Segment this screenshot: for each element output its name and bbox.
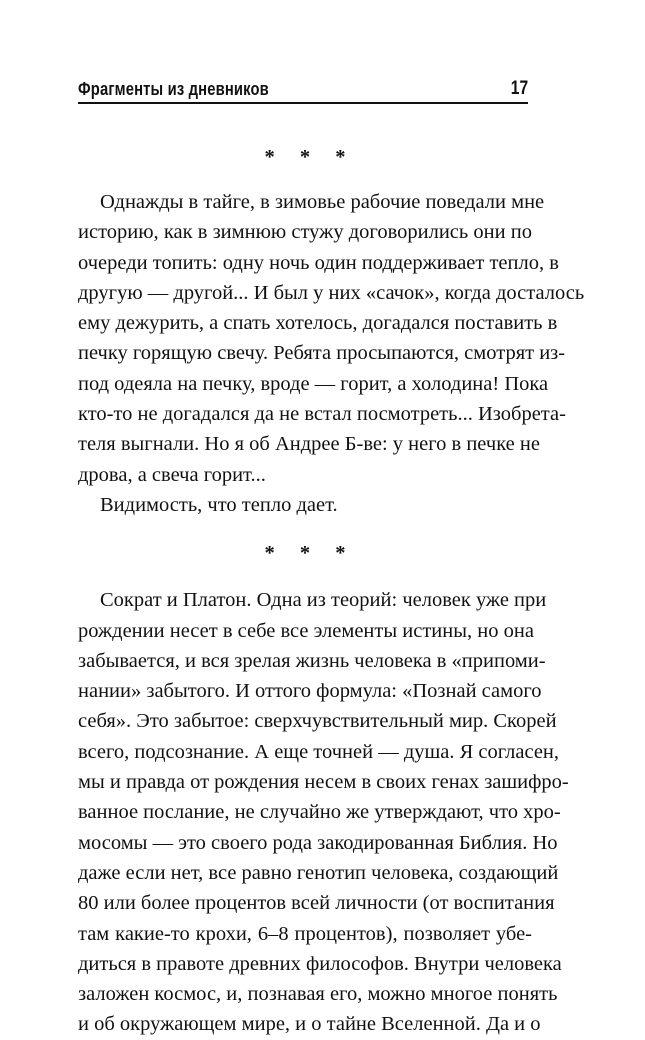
- text-line: мосомы — это своего рода закодированная Библия. Но: [78, 831, 558, 854]
- text-line: под одеяла на печку, вроде — горит, а холодина! Пока: [78, 372, 549, 395]
- text-line: забывается, и вся зрелая жизнь человека в «припоми-: [78, 649, 546, 672]
- text-line: дрова, а свеча горит...: [78, 463, 266, 486]
- text-line: рождении несет в себе все элементы истины, но она: [78, 619, 534, 642]
- running-head: Фрагменты из дневников: [78, 79, 269, 99]
- text-line: нании» забытого. И оттого формула: «Познай самого: [78, 680, 542, 703]
- text-line: очереди топить: одну ночь один поддерживает тепло, в: [78, 251, 559, 274]
- text-line: ему дежурить, а спать хотелось, догадался поставить в: [78, 312, 558, 335]
- page-number: 17: [510, 78, 528, 99]
- text-line: мы и правда от рождения несем в своих генах зашифро-: [78, 771, 569, 794]
- text-line: другую — другой... И был у них «сачок», когда досталось: [78, 281, 585, 304]
- page-header: [78, 78, 528, 104]
- text-line: теля выгнали. Но я об Андрее Б-ве: у него в печке не: [78, 433, 540, 456]
- paragraph-socrates: [78, 585, 569, 1039]
- paragraph-taiga: [78, 187, 585, 490]
- text-line: кто-то не догадался да не встал посмотреть... Изобрета-: [78, 403, 566, 426]
- text-line: даже если нет, все равно генотип человека, создающий: [78, 861, 559, 884]
- text-line: печку горящую свечу. Ребята просыпаются, смотрят из-: [78, 342, 566, 365]
- text-line: 80 или более процентов всей личности (от воспитания: [78, 892, 555, 915]
- text-line: Видимость, что тепло дает.: [100, 493, 338, 516]
- section-separator: * * *: [264, 542, 356, 565]
- page-body: [78, 142, 585, 1040]
- text-line: там какие-то крохи, 6–8 процентов), позволяет убе-: [78, 922, 532, 945]
- text-line: Однажды в тайге, в зимовье рабочие поведали мне: [100, 191, 545, 213]
- text-line: историю, как в зимнюю стужу договорились они по: [78, 221, 532, 244]
- text-line: ванное послание, не случайно же утверждают, что хро-: [78, 801, 561, 824]
- text-line: всего, подсознание. А еще точней — душа. Я согласен,: [78, 740, 560, 763]
- text-line: себя». Это забытое: сверхчувствительный мир. Скорей: [78, 710, 557, 733]
- text-line: диться в правоте древних философов. Внутри человека: [78, 952, 562, 975]
- text-line: Сократ и Платон. Одна из теорий: человек уже при: [100, 589, 547, 612]
- section-separator: * * *: [264, 146, 356, 168]
- text-line: заложен космос, и, познавая его, можно многое понять: [78, 983, 558, 1006]
- paragraph-coda: [78, 490, 532, 520]
- text-line: и об окружающем мире, и о тайне Вселенной. Да и о: [78, 1013, 541, 1036]
